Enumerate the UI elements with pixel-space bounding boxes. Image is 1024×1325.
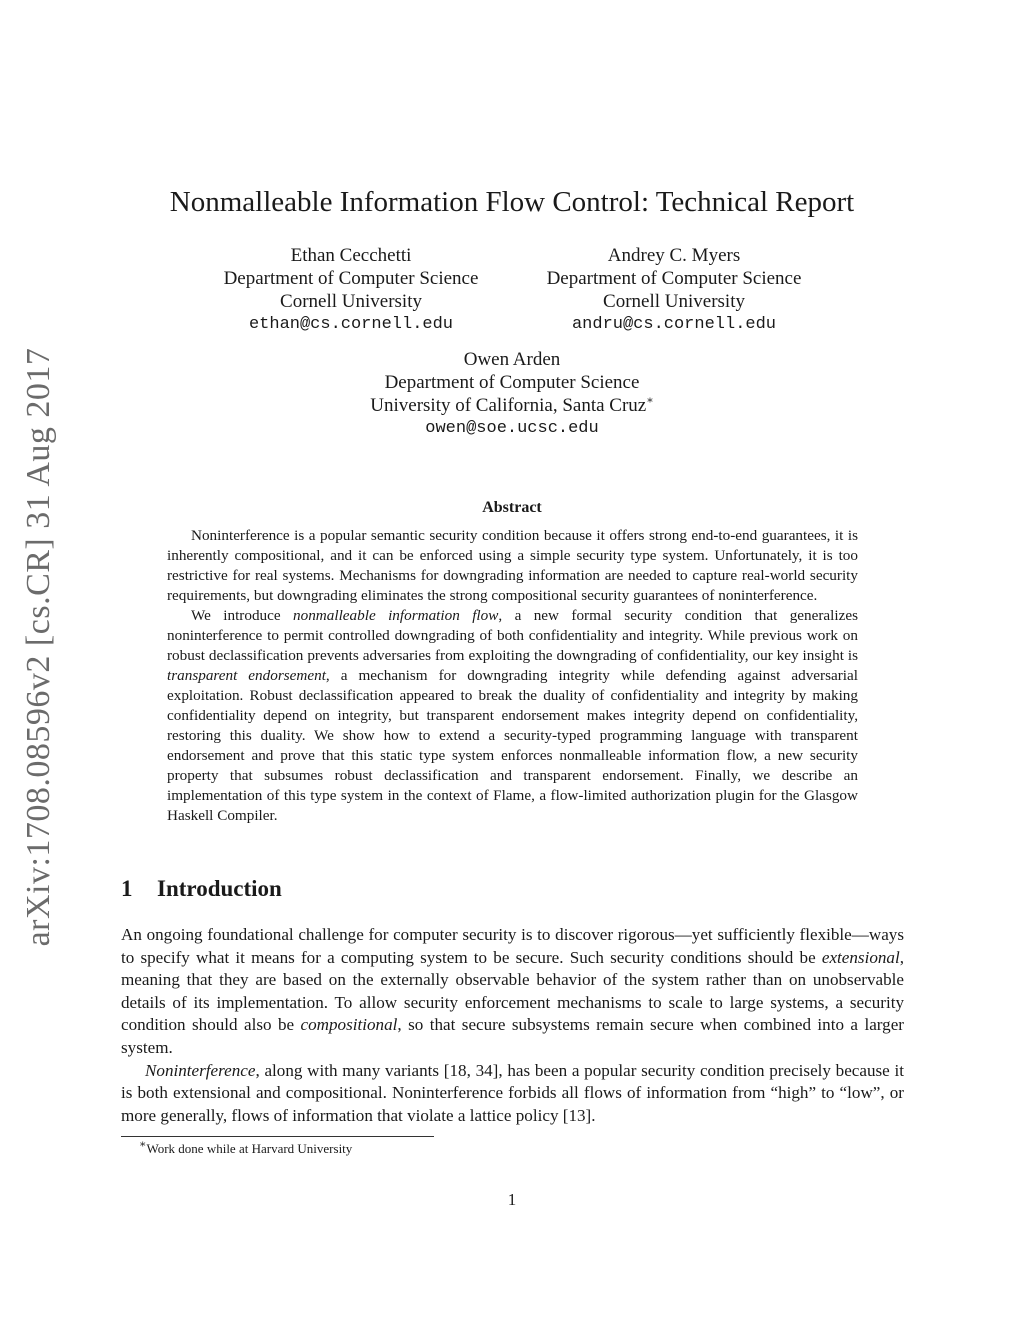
author-block-2 — [514, 244, 834, 336]
page-number: 1 — [507, 1190, 517, 1209]
author-affiliation: Cornell University — [280, 291, 422, 312]
footnote-marker: ∗ — [139, 1138, 147, 1151]
author-block-1 — [191, 244, 511, 336]
abstract-paragraph-1: Noninterference is a popular semantic security condition because it offers strong end-to-end guarantees, it is inherently compositional, and it can be enforced using a simple security type system. Unfortunately, it is too restrictive for real systems. Mechanisms for downgrading information are needed to capture real-world security requirements, but downgrading eliminates the strong compositional security guarantees of noninterference. — [167, 527, 858, 604]
author-email[interactable]: andru@cs.cornell.edu — [571, 315, 777, 334]
author-department: Department of Computer Science — [546, 268, 802, 289]
abstract-body — [167, 526, 858, 826]
author-email[interactable]: owen@soe.ucsc.edu — [425, 419, 599, 438]
footnote-divider — [121, 1136, 434, 1137]
section-number: 1 — [121, 876, 133, 901]
abstract-heading: Abstract — [482, 499, 542, 516]
section-title: Introduction — [157, 876, 282, 901]
author-email[interactable]: ethan@cs.cornell.edu — [248, 315, 454, 334]
author-block-3 — [352, 348, 672, 440]
paper-title: Nonmalleable Information Flow Control: Technical Report — [169, 186, 855, 218]
author-department: Department of Computer Science — [223, 268, 479, 289]
footnote-marker[interactable]: ∗ — [646, 394, 654, 407]
author-name: Andrey C. Myers — [607, 245, 741, 266]
author-name: Ethan Cecchetti — [290, 245, 412, 266]
author-name: Owen Arden — [463, 349, 561, 370]
introduction-body — [121, 924, 904, 1127]
author-affiliation: Cornell University — [603, 291, 745, 312]
section-heading-introduction — [121, 876, 282, 902]
arxiv-identifier: arXiv:1708.08596v2 [cs.CR] 31 Aug 2017 — [20, 347, 57, 947]
intro-paragraph-2: Noninterference, along with many variants [18, 34], has been a popular security condition precisely because it is both extensional and compositional. Noninterference forbids all flows of information from “high” to “low”, or more generally, flows of information that violate a lattice policy [13]. — [121, 1060, 904, 1125]
author-affiliation: University of California, Santa Cruz∗ — [370, 394, 654, 416]
intro-paragraph-1: An ongoing foundational challenge for computer security is to discover rigorous—yet sufficiently flexible—ways to specify what it means for a computing system to be secure. Such security conditions should be extensional, meaning that they are based on the externally observable behavior of the system rather than on unobservable details of its implementation. To allow security enforcement mechanisms to scale to large systems, a security condition should also be compositional, so that secure subsystems remain secure when combined into a larger system. — [121, 925, 904, 1057]
abstract-paragraph-2: We introduce nonmalleable information flow, a new formal security condition that generalizes noninterference to permit controlled downgrading of both confidentiality and integrity. While previous work on robust declassification prevents adversaries from exploiting the downgrading of confidentiality, our key insight is transparent endorsement, a mechanism for downgrading integrity while defending against adversarial exploitation. Robust declassification appeared to break the duality of confidentiality and integrity by making confidentiality depend on integrity, but transparent endorsement makes integrity depend on confidentiality, restoring this duality. We show how to extend a security-typed programming language with transparent endorsement and prove that this static type system enforces nonmalleable information flow, a new security property that subsumes robust declassification and transparent endorsement. Finally, we describe an implementation of this type system in the context of Flame, a flow-limited authorization plugin for the Glasgow Haskell Compiler. — [167, 607, 859, 824]
author-department: Department of Computer Science — [384, 372, 640, 393]
footnote: ∗Work done while at Harvard University — [139, 1138, 353, 1156]
